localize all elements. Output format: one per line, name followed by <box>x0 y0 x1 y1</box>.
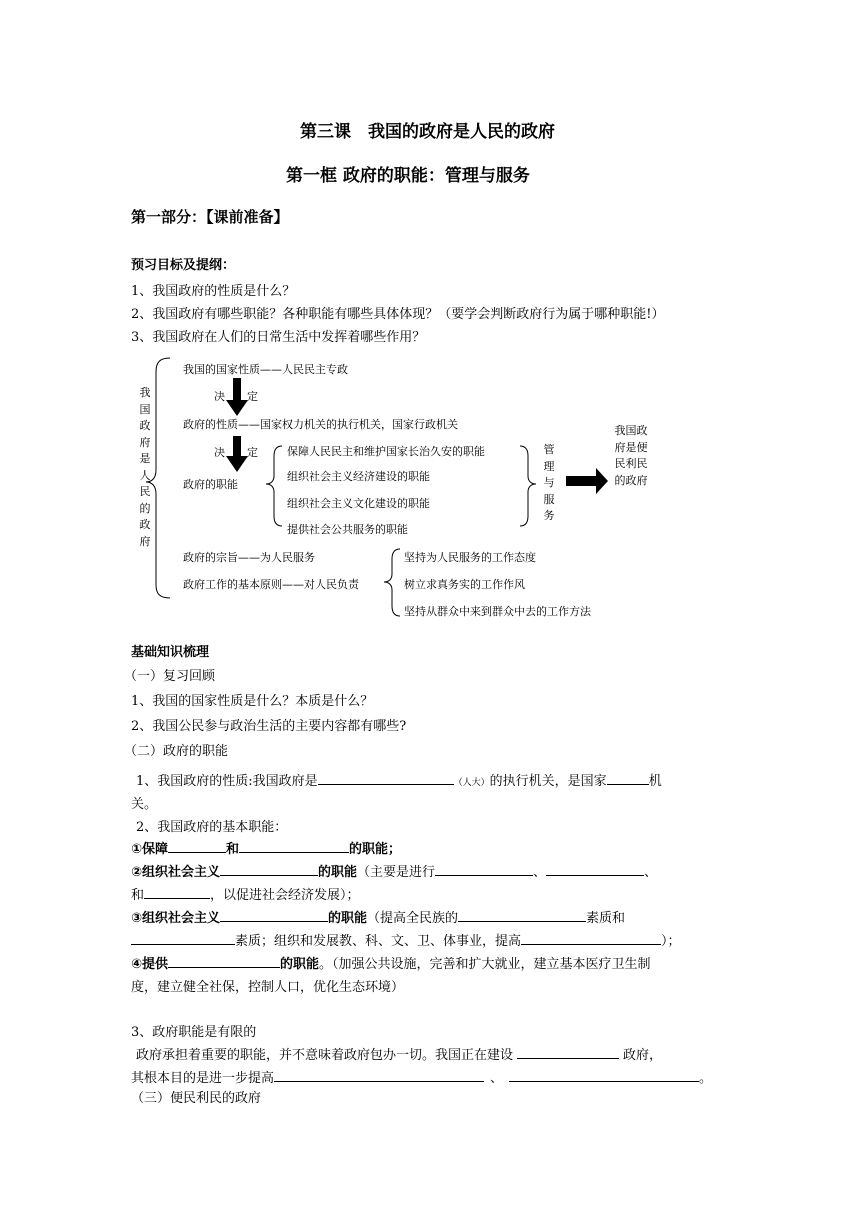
diagram-line-gov-nature: 政府的性质——国家权力机关的执行机关，国家行政机关 <box>183 418 458 431</box>
basic-functions-heading: 2、我国政府的基本职能： <box>136 820 288 835</box>
function-1: ①保障 和 的职能； <box>131 838 401 857</box>
nature-line: 1、我国政府的性质:我国政府是 （人大）的执行机关，是国家 机 <box>136 770 662 789</box>
basics-heading: 基础知识梳理 <box>131 645 210 660</box>
preview-item: 2、我国政府有哪些职能？各种职能有哪些具体体现？（要学会判断政府行为属于哪种职能!） <box>131 307 665 322</box>
function-2-cont: 和 ，以促进社会经济发展）； <box>131 884 360 903</box>
review-question: 2、我国公民参与政治生活的主要内容都有哪些? <box>131 719 407 734</box>
function-4-cont: 度，建立健全社保，控制人口，优化生态环境） <box>131 980 405 995</box>
fill-blank[interactable] <box>220 862 318 876</box>
section-heading: （一）复习回顾 <box>124 669 216 684</box>
diagram-principle-item: 坚持从群众中来到群众中去的工作方法 <box>404 605 591 618</box>
fill-blank[interactable] <box>239 839 349 853</box>
decide-label: 决 <box>214 446 225 459</box>
fill-blank[interactable] <box>509 1068 699 1082</box>
section-heading: （三）便民利民的政府 <box>131 1091 262 1106</box>
limited-line-2: 其根本目的是进一步提高 、 。 <box>131 1067 712 1086</box>
function-3-cont: 素质；组织和发展教、科、文、卫、体事业，提高 ）； <box>131 930 681 949</box>
function-4: ④提供 的职能。（加强公共设施，完善和扩大就业，建立基本医疗卫生制 <box>131 953 651 972</box>
fill-blank[interactable] <box>274 1068 484 1082</box>
diagram-manage-label: 管理与服务 <box>543 443 555 522</box>
limited-heading: 3、政府职能是有限的 <box>131 1025 257 1040</box>
fill-blank[interactable] <box>546 862 644 876</box>
limited-line: 政府承担着重要的职能，并不意味着政府包办一切。我国正在建设 政府， <box>136 1044 662 1063</box>
diagram-function-item: 组织社会主义经济建设的职能 <box>287 470 430 483</box>
nature-line-end: 关。 <box>131 797 158 812</box>
decide-label: 定 <box>247 446 258 459</box>
fill-blank[interactable] <box>607 771 649 785</box>
fill-blank[interactable] <box>521 931 661 945</box>
diagram-function-item: 提供社会公共服务的职能 <box>287 523 408 536</box>
preview-item: 3、我国政府在人们的日常生活中发挥着哪些作用？ <box>131 330 426 345</box>
function-2: ②组织社会主义 的职能（主要是进行 、 、 <box>131 861 657 880</box>
decide-label: 定 <box>247 390 258 403</box>
diagram-left-label: 我国政府是人民的政府 <box>139 386 151 548</box>
diagram-line-nature: 我国的国家性质——人民民主专政 <box>183 363 348 376</box>
diagram-function-item: 保障人民民主和维护国家长治久安的职能 <box>287 445 485 458</box>
fill-blank[interactable] <box>435 862 533 876</box>
part1-heading: 第一部分：【课前准备】 <box>131 208 289 226</box>
fill-blank[interactable] <box>168 839 226 853</box>
fill-blank[interactable] <box>168 954 280 968</box>
section-heading: （二）政府的职能 <box>124 744 229 759</box>
page-title: 第三课 我国的政府是人民的政府 <box>300 122 555 142</box>
function-3: ③组织社会主义 的职能（提高全民族的 素质和 <box>131 907 625 926</box>
fill-blank[interactable] <box>458 908 586 922</box>
diagram-principle-item: 坚持为人民服务的工作态度 <box>404 551 536 564</box>
diagram-functions-label: 政府的职能 <box>183 478 238 491</box>
fill-blank[interactable] <box>517 1045 619 1059</box>
diagram-result-label: 我国政府是便民利民的政府 <box>614 424 648 487</box>
fill-blank[interactable] <box>144 885 210 899</box>
diagram-principle: 政府工作的基本原则——对人民负责 <box>183 578 359 591</box>
diagram-function-item: 组织社会主义文化建设的职能 <box>287 497 430 510</box>
decide-label: 决 <box>214 390 225 403</box>
preview-item: 1、我国政府的性质是什么？ <box>131 284 296 299</box>
preview-heading: 预习目标及提纲： <box>131 258 236 273</box>
page-subtitle: 第一框 政府的职能：管理与服务 <box>286 166 530 186</box>
review-question: 1、我国的国家性质是什么？本质是什么？ <box>131 694 374 709</box>
fill-blank[interactable] <box>220 908 328 922</box>
diagram-principle-item: 树立求真务实的工作作风 <box>404 578 525 591</box>
diagram-purpose: 政府的宗旨——为人民服务 <box>183 551 315 564</box>
fill-blank[interactable] <box>318 771 454 785</box>
fill-blank[interactable] <box>131 931 235 945</box>
